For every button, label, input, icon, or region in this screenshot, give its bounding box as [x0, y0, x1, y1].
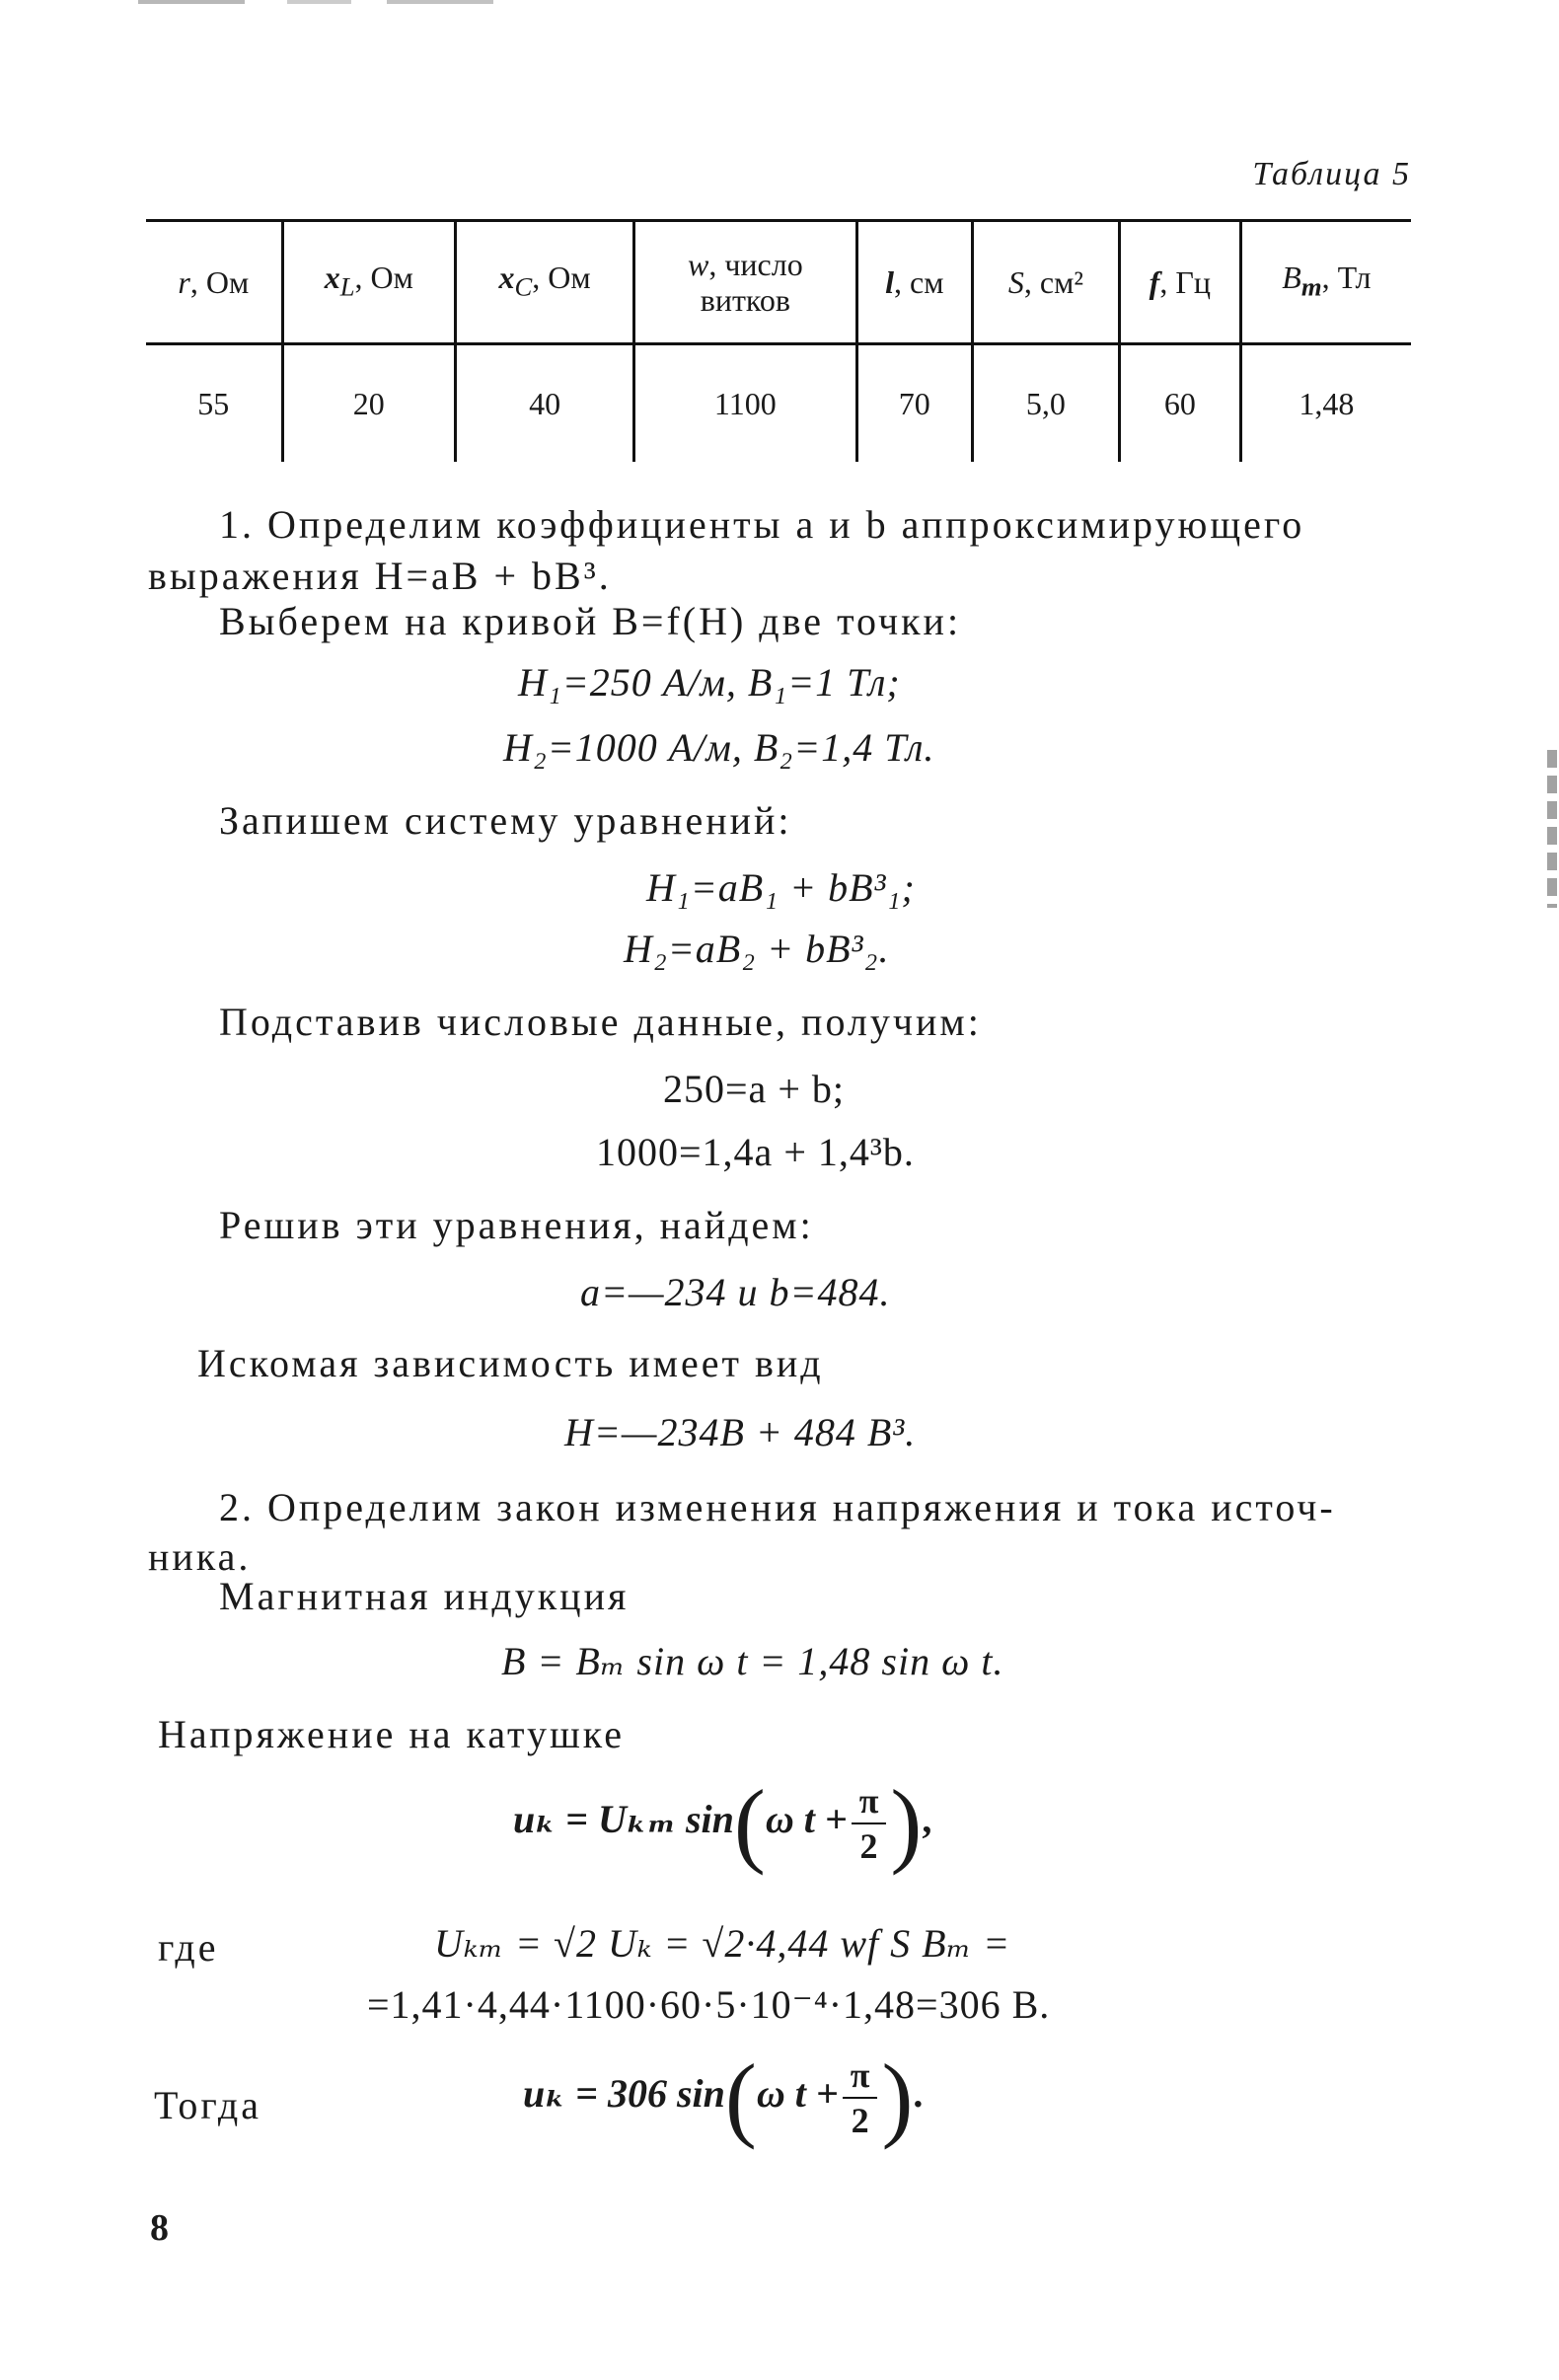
header-xl: $x_L$, Ом: [282, 221, 455, 344]
cell-w: 1100: [634, 344, 856, 463]
paragraph-5: Решив эти уравнения, найдем:: [219, 1203, 814, 1247]
paragraph-7-line-2: ника.: [148, 1534, 252, 1579]
system-eq-1: H₁=aB₁ + bB³₁;: [646, 865, 916, 910]
paragraph-6: Искомая зависимость имеет вид: [197, 1341, 824, 1385]
paragraph-1-line-2: выражения H=aB + bB³.: [148, 554, 612, 598]
where-label: где: [158, 1925, 219, 1970]
header-f: f, Гц: [1119, 221, 1240, 344]
page-edge-artifact: [1547, 750, 1557, 908]
numeric-eq-2: 1000=1,4a + 1,4³b.: [596, 1130, 915, 1174]
cell-s: 5,0: [972, 344, 1119, 463]
ukm-eq-line-1: Uₖₘ = √2 Uₖ = √2·4,44 wf S Bₘ =: [434, 1921, 1011, 1966]
system-eq-2: H₂=aB₂ + bB³₂.: [624, 927, 890, 971]
cell-bm: 1,48: [1240, 344, 1411, 463]
cell-r: 55: [197, 385, 230, 421]
pi-over-2-fraction: $\frac{\pi}{2}$: [843, 2053, 878, 2142]
page-number: 8: [150, 2207, 169, 2249]
left-paren: (: [733, 1770, 766, 1876]
then-label: Тогда: [154, 2083, 261, 2127]
paragraph-1-line-1: 1. Определим коэффициенты a и b аппроксимирующего: [219, 502, 1305, 547]
header-s: S, см²: [972, 221, 1119, 344]
solution-eq: a=—234 и b=484.: [580, 1270, 891, 1314]
final-voltage-eq: uₖ = 306 sin(ω t + $\frac{\pi}{2}$ ).: [523, 2045, 924, 2150]
voltage-eq: uₖ = Uₖₘ sin(ω t + $\frac{\pi}{2}$ ),: [513, 1770, 932, 1876]
paragraph-7-line-1: 2. Определим закон изменения напряжения и тока источ-: [219, 1485, 1336, 1529]
cell-xc: 40: [456, 344, 634, 463]
table-row: [146, 344, 1411, 463]
table-caption: Таблица 5: [1252, 156, 1411, 192]
point-1: H₁=250 А/м, B₁=1 Тл;: [518, 660, 901, 705]
cell-f: 60: [1119, 344, 1240, 463]
header-w: w, число витков: [634, 221, 856, 344]
result-eq: H=—234B + 484 B³.: [564, 1410, 917, 1454]
paragraph-4: Подставив числовые данные, получим:: [219, 1000, 982, 1044]
paragraph-2: Выберем на кривой B=f(H) две точки:: [219, 599, 962, 643]
header-xc: $x_C$, Ом: [456, 221, 634, 344]
ukm-eq-line-2: =1,41·4,44·1100·60·5·10⁻⁴·1,48=306 В.: [367, 1982, 1051, 2027]
cell-l: 70: [856, 344, 972, 463]
scan-edge-artifact: [138, 0, 493, 4]
right-paren: ): [881, 2045, 914, 2150]
point-2: H₂=1000 А/м, B₂=1,4 Тл.: [503, 725, 935, 770]
header-r: r, Ом: [178, 264, 250, 300]
right-paren: ): [890, 1770, 923, 1876]
paragraph-9: Напряжение на катушке: [158, 1712, 625, 1756]
parameters-table: [146, 219, 1411, 462]
cell-xl: 20: [282, 344, 455, 463]
paragraph-8: Магнитная индукция: [219, 1574, 630, 1618]
numeric-eq-1: 250=a + b;: [663, 1067, 845, 1111]
header-bm: $B_m$, Тл: [1240, 221, 1411, 344]
table-header-row: [146, 221, 1411, 344]
left-paren: (: [724, 2045, 757, 2150]
induction-eq: B = Bₘ sin ω t = 1,48 sin ω t.: [501, 1639, 1004, 1683]
header-l: l, см: [856, 221, 972, 344]
paragraph-3: Запишем систему уравнений:: [219, 798, 792, 843]
pi-over-2-fraction: $\frac{\pi}{2}$: [852, 1779, 887, 1868]
